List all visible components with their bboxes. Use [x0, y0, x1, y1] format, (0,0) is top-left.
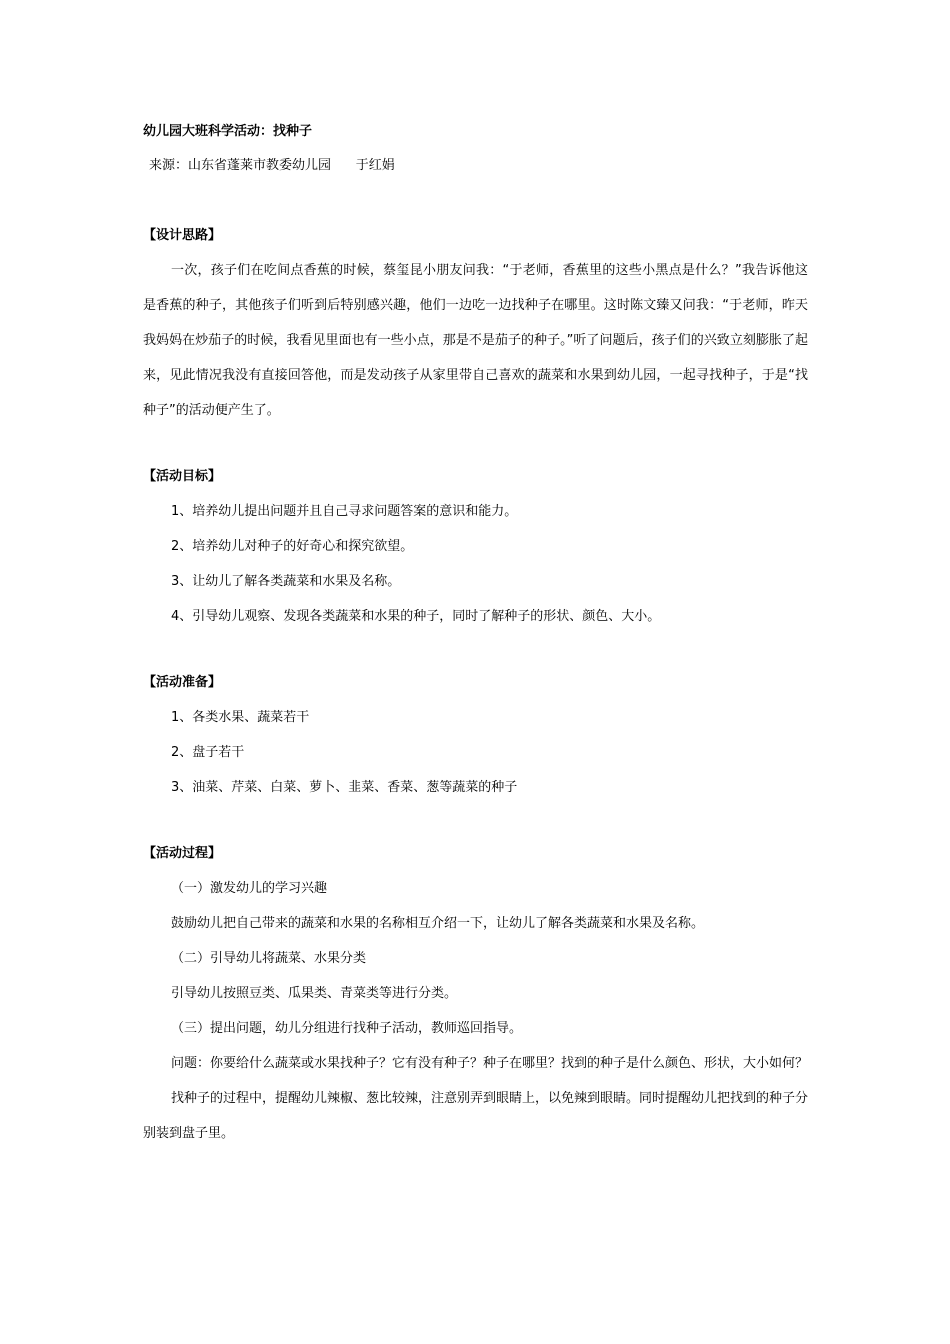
list-item: 1、各类水果、蔬菜若干: [171, 710, 310, 725]
section-heading-goals: 【活动目标】: [143, 469, 222, 484]
process-question: 问题：你要给什么蔬菜或水果找种子？它有没有种子？种子在哪里？找到的种子是什么颜色、形状，大小如何？: [171, 1056, 809, 1071]
section-goals: [143, 467, 808, 634]
list-item: 1、培养幼儿提出问题并且自己寻求问题答案的意识和能力。: [171, 504, 518, 519]
process-content: [143, 871, 808, 1151]
list-item: 3、油菜、芹菜、白菜、萝卜、韭菜、香菜、葱等蔬菜的种子: [171, 780, 518, 795]
list-item: 3、让幼儿了解各类蔬菜和水果及名称。: [171, 574, 401, 589]
document-page: [143, 122, 808, 1151]
section-heading-process: 【活动过程】: [143, 846, 222, 861]
process-step-title: （一）激发幼儿的学习兴趣: [171, 881, 328, 896]
preparation-list: [143, 700, 808, 805]
process-step-text: 引导幼儿按照豆类、瓜果类、青菜类等进行分类。: [171, 986, 458, 1001]
list-item: 2、盘子若干: [171, 745, 245, 760]
section-process: [143, 844, 808, 1151]
process-reminder: 找种子的过程中，提醒幼儿辣椒、葱比较辣，注意别弄到眼睛上，以免辣到眼睛。同时提醒幼儿把找到的种子分别装到盘子里。: [143, 1091, 809, 1141]
process-step-title: （三）提出问题，幼儿分组进行找种子活动，教师巡回指导。: [171, 1021, 523, 1036]
list-item: 2、培养幼儿对种子的好奇心和探究欲望。: [171, 539, 414, 554]
section-preparation: [143, 673, 808, 805]
document-title: 幼儿园大班科学活动：找种子: [143, 124, 313, 139]
section-heading-design: 【设计思路】: [143, 228, 222, 243]
process-step-text: 鼓励幼儿把自己带来的蔬菜和水果的名称相互介绍一下，让幼儿了解各类蔬菜和水果及名称。: [171, 916, 705, 931]
design-paragraph: 一次，孩子们在吃间点香蕉的时候，蔡玺昆小朋友问我：“于老师，香蕉里的这些小黑点是什么？”我告诉他这是香蕉的种子，其他孩子们听到后特别感兴趣，他们一边吃一边找种子在哪里。这时陈文臻又问我：“于老师，昨天我妈妈在炒茄子的时候，我看见里面也有一些小点，那是不是茄子的种子。”听了问题后，孩子们的兴致立刻膨胀了起来，见此情况我没有直接回答他，而是发动孩子从家里带自己喜欢的蔬菜和水果到幼儿园，一起寻找种子，于是“找种子”的活动便产生了。: [143, 263, 808, 418]
source-line: 来源：山东省蓬莱市教委幼儿园 于红娟: [149, 158, 395, 173]
section-design: [143, 226, 808, 428]
process-step-title: （二）引导幼儿将蔬菜、水果分类: [171, 951, 367, 966]
section-heading-preparation: 【活动准备】: [143, 675, 222, 690]
list-item: 4、引导幼儿观察、发现各类蔬菜和水果的种子，同时了解种子的形状、颜色、大小。: [171, 609, 661, 624]
goals-list: [143, 494, 808, 634]
